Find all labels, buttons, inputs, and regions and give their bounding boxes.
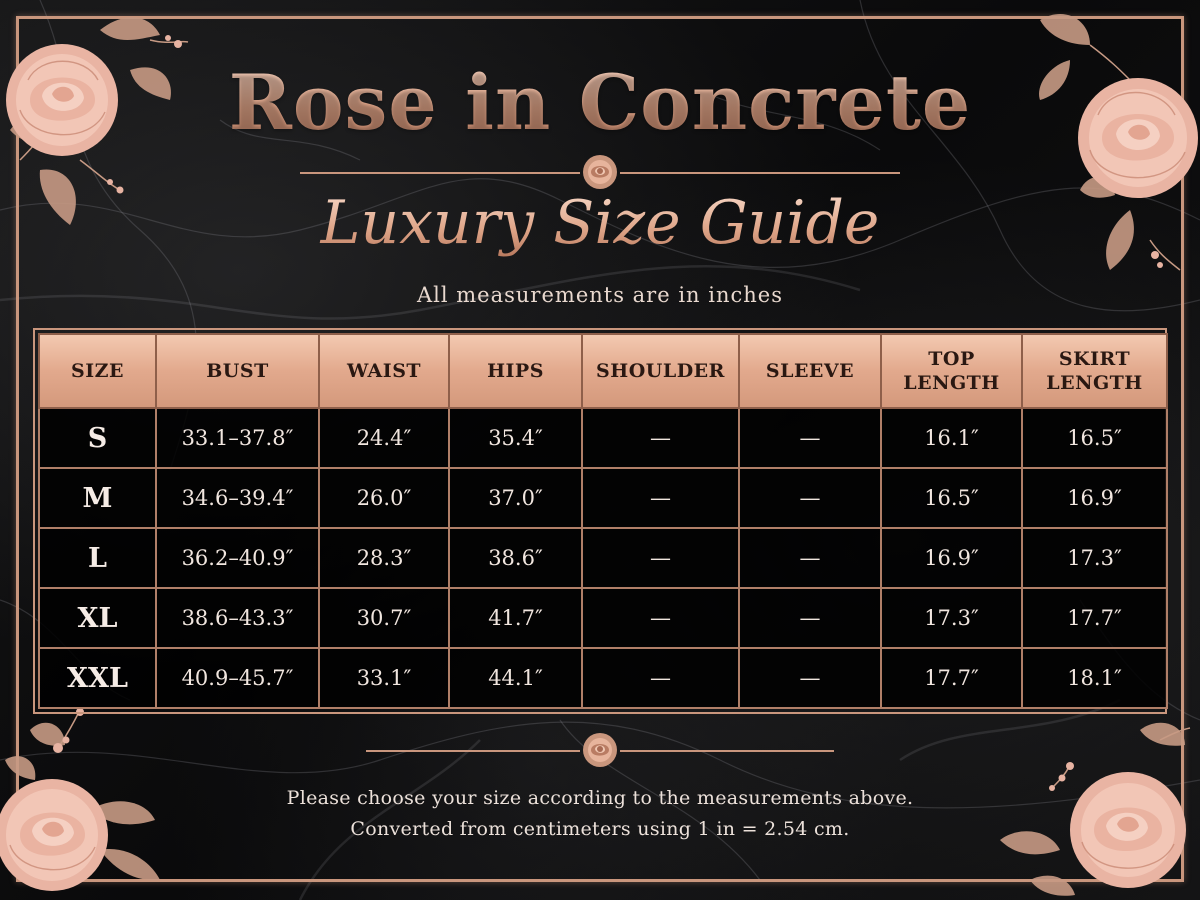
waist-cell: 33.1″ bbox=[319, 648, 449, 708]
top-length-cell: 16.1″ bbox=[881, 408, 1022, 468]
divider-line bbox=[366, 750, 580, 752]
footer-instruction: Please choose your size according to the measurements above. bbox=[286, 787, 914, 809]
size-cell: S bbox=[39, 408, 156, 468]
top-length-cell: 17.3″ bbox=[881, 588, 1022, 648]
waist-cell: 24.4″ bbox=[319, 408, 449, 468]
footer-conversion-note: Converted from centimeters using 1 in = 2.54 cm. bbox=[350, 818, 850, 840]
header-size: SIZE bbox=[39, 334, 156, 408]
size-table-frame bbox=[33, 328, 1167, 714]
table-row bbox=[39, 528, 1167, 588]
bust-cell: 40.9–45.7″ bbox=[156, 648, 319, 708]
divider-line bbox=[620, 172, 900, 174]
size-cell: XL bbox=[39, 588, 156, 648]
waist-cell: 26.0″ bbox=[319, 468, 449, 528]
skirt-length-cell: 17.7″ bbox=[1022, 588, 1167, 648]
bust-cell: 38.6–43.3″ bbox=[156, 588, 319, 648]
brand-title: Rose in Concrete bbox=[150, 58, 1050, 147]
shoulder-cell: — bbox=[582, 468, 739, 528]
rose-emblem-icon bbox=[580, 730, 620, 770]
size-table bbox=[38, 333, 1168, 709]
divider-line bbox=[620, 750, 834, 752]
top-length-cell: 17.7″ bbox=[881, 648, 1022, 708]
sleeve-cell: — bbox=[739, 588, 881, 648]
rose-emblem-icon bbox=[580, 152, 620, 192]
shoulder-cell: — bbox=[582, 648, 739, 708]
guide-subtitle: Luxury Size Guide bbox=[250, 188, 950, 258]
skirt-length-cell: 16.5″ bbox=[1022, 408, 1167, 468]
bust-cell: 36.2–40.9″ bbox=[156, 528, 319, 588]
waist-cell: 28.3″ bbox=[319, 528, 449, 588]
top-length-cell: 16.5″ bbox=[881, 468, 1022, 528]
hips-cell: 37.0″ bbox=[449, 468, 582, 528]
header-shoulder: SHOULDER bbox=[582, 334, 739, 408]
table-row bbox=[39, 648, 1167, 708]
table-header-row bbox=[39, 334, 1167, 408]
header-sleeve: SLEEVE bbox=[739, 334, 881, 408]
skirt-length-cell: 16.9″ bbox=[1022, 468, 1167, 528]
divider-line bbox=[300, 172, 580, 174]
header-waist: WAIST bbox=[319, 334, 449, 408]
header-skirt-length: SKIRT LENGTH bbox=[1022, 334, 1167, 408]
shoulder-cell: — bbox=[582, 408, 739, 468]
header-hips: HIPS bbox=[449, 334, 582, 408]
size-cell: L bbox=[39, 528, 156, 588]
header-bust: BUST bbox=[156, 334, 319, 408]
bust-cell: 34.6–39.4″ bbox=[156, 468, 319, 528]
hips-cell: 41.7″ bbox=[449, 588, 582, 648]
hips-cell: 38.6″ bbox=[449, 528, 582, 588]
size-cell: XXL bbox=[39, 648, 156, 708]
sleeve-cell: — bbox=[739, 648, 881, 708]
table-row bbox=[39, 588, 1167, 648]
sleeve-cell: — bbox=[739, 468, 881, 528]
header-top-length: TOP LENGTH bbox=[881, 334, 1022, 408]
table-row bbox=[39, 468, 1167, 528]
sleeve-cell: — bbox=[739, 408, 881, 468]
size-cell: M bbox=[39, 468, 156, 528]
shoulder-cell: — bbox=[582, 528, 739, 588]
skirt-length-cell: 18.1″ bbox=[1022, 648, 1167, 708]
skirt-length-cell: 17.3″ bbox=[1022, 528, 1167, 588]
bust-cell: 33.1–37.8″ bbox=[156, 408, 319, 468]
shoulder-cell: — bbox=[582, 588, 739, 648]
sleeve-cell: — bbox=[739, 528, 881, 588]
top-length-cell: 16.9″ bbox=[881, 528, 1022, 588]
table-row bbox=[39, 408, 1167, 468]
rose-flower-icon bbox=[990, 690, 1200, 900]
rose-flower-icon bbox=[0, 700, 190, 900]
hips-cell: 35.4″ bbox=[449, 408, 582, 468]
measurement-note: All measurements are in inches bbox=[417, 283, 783, 307]
waist-cell: 30.7″ bbox=[319, 588, 449, 648]
hips-cell: 44.1″ bbox=[449, 648, 582, 708]
